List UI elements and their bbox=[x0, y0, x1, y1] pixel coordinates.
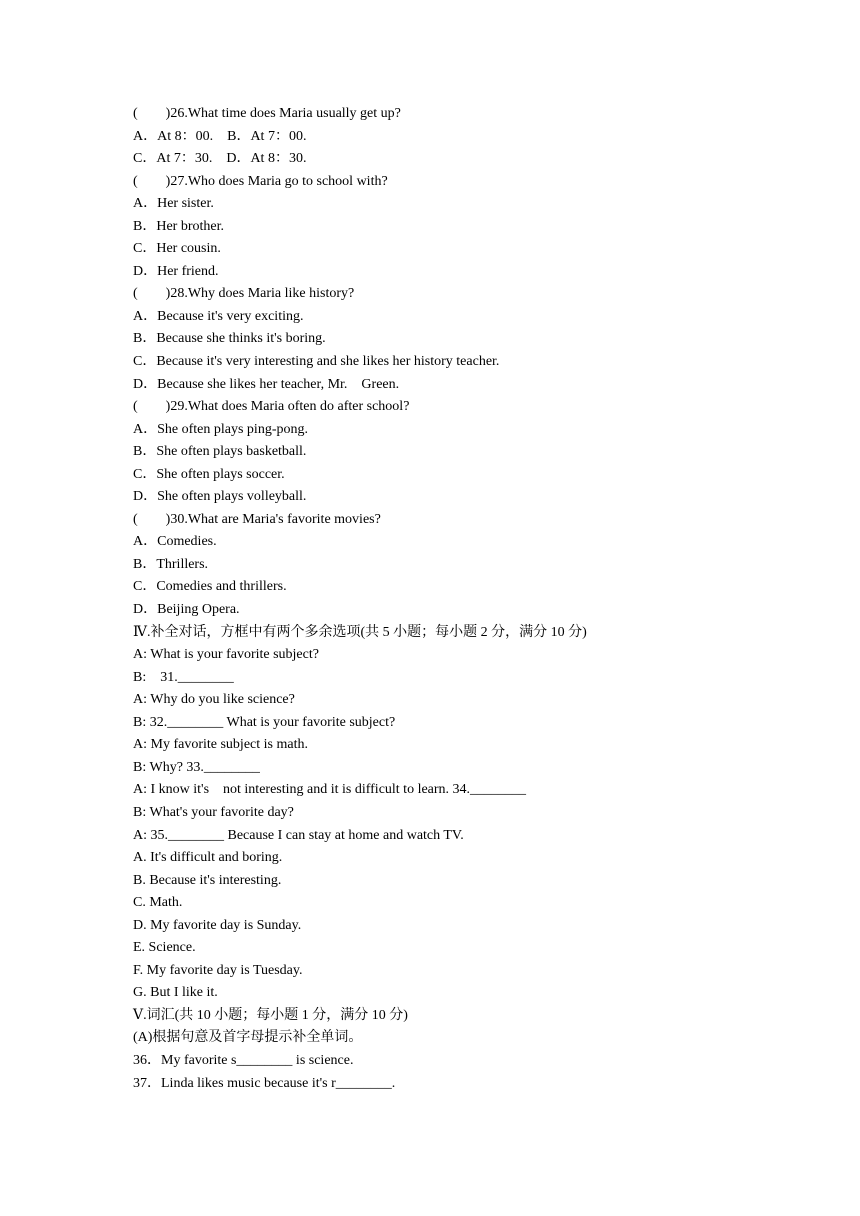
dialogue-line-blank-33: B: Why? 33.________ bbox=[133, 759, 260, 775]
section-5-heading: Ⅴ.词汇(共 10 小题；每小题 1 分，满分 10 分) bbox=[133, 1007, 408, 1023]
choice-option-d: D. My favorite day is Sunday. bbox=[133, 917, 302, 933]
question-28-option-a: A．Because it's very exciting. bbox=[133, 308, 304, 324]
choice-option-f: F. My favorite day is Tuesday. bbox=[133, 962, 303, 978]
question-29-stem: ( )29.What does Maria often do after school? bbox=[133, 399, 410, 415]
question-29-option-a: A．She often plays ping-pong. bbox=[133, 421, 308, 437]
question-26-stem: ( )26.What time does Maria usually get up? bbox=[133, 106, 401, 121]
question-26-options-ab: A．At 8：00. B．At 7：00. bbox=[133, 128, 307, 144]
question-29-option-c: C．She often plays soccer. bbox=[133, 466, 285, 482]
choice-option-a: A. It's difficult and boring. bbox=[133, 850, 283, 866]
choice-option-g: G. But I like it. bbox=[133, 985, 218, 1001]
dialogue-line: A: Why do you like science? bbox=[133, 692, 295, 708]
section-5a-instruction: (A)根据句意及首字母提示补全单词。 bbox=[133, 1030, 363, 1046]
question-27-option-b: B．Her brother. bbox=[133, 218, 224, 234]
dialogue-line-blank-34: A: I know it's not interesting and it is difficult to learn. 34.________ bbox=[133, 782, 527, 798]
dialogue-line: A: What is your favorite subject? bbox=[133, 647, 319, 663]
question-30-option-a: A．Comedies. bbox=[133, 534, 217, 550]
question-27-stem: ( )27.Who does Maria go to school with? bbox=[133, 173, 388, 189]
dialogue-line: B: What's your favorite day? bbox=[133, 804, 294, 820]
question-27-option-d: D．Her friend. bbox=[133, 263, 219, 279]
question-30-option-c: C．Comedies and thrillers. bbox=[133, 579, 287, 595]
dialogue-line: A: My favorite subject is math. bbox=[133, 737, 308, 753]
question-36: 36．My favorite s________ is science. bbox=[133, 1052, 354, 1068]
document-body bbox=[133, 103, 753, 1095]
question-29-option-d: D．She often plays volleyball. bbox=[133, 489, 307, 505]
dialogue-line-blank-31: B: 31.________ bbox=[133, 669, 234, 685]
question-28-option-c: C．Because it's very interesting and she likes her history teacher. bbox=[133, 354, 500, 370]
question-27-option-c: C．Her cousin. bbox=[133, 241, 221, 257]
question-29-option-b: B．She often plays basketball. bbox=[133, 444, 307, 460]
dialogue-line-blank-32: B: 32.________ What is your favorite subject? bbox=[133, 714, 396, 730]
choice-option-c: C. Math. bbox=[133, 895, 183, 911]
question-26-options-cd: C．At 7：30. D．At 8：30. bbox=[133, 151, 307, 167]
question-30-option-d: D．Beijing Opera. bbox=[133, 602, 240, 618]
question-30-option-b: B．Thrillers. bbox=[133, 556, 209, 572]
choice-option-b: B. Because it's interesting. bbox=[133, 872, 282, 888]
choice-option-e: E. Science. bbox=[133, 940, 196, 956]
question-28-option-d: D．Because she likes her teacher, Mr. Green. bbox=[133, 376, 400, 392]
question-27-option-a: A．Her sister. bbox=[133, 196, 214, 212]
section-4-heading: Ⅳ.补全对话，方框中有两个多余选项(共 5 小题；每小题 2 分，满分 10 分) bbox=[133, 624, 587, 640]
question-30-stem: ( )30.What are Maria's favorite movies? bbox=[133, 511, 381, 527]
dialogue-line-blank-35: A: 35.________ Because I can stay at home and watch TV. bbox=[133, 827, 464, 843]
question-28-stem: ( )28.Why does Maria like history? bbox=[133, 286, 355, 302]
question-37: 37．Linda likes music because it's r________. bbox=[133, 1075, 396, 1091]
question-28-option-b: B．Because she thinks it's boring. bbox=[133, 331, 326, 347]
